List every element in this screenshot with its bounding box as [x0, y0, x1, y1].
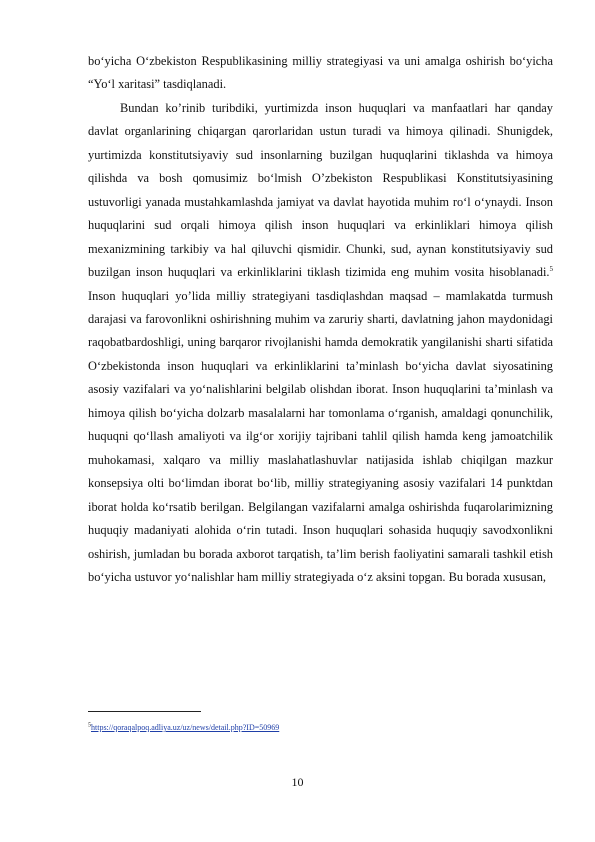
footnote-number: 5 [88, 722, 91, 729]
paragraph-2-text-b: Inson huquqlari yo’lida milliy strategiyani tasdiqlashdan maqsad – mamlakatda turmush darajasi va farovonlikni oshirishning muhim va zaruriy sharti, davlatning jahon maydonidagi raqobatbardoshligi, uning barqaror rivojlanishi hamda demokratik yangilanishi sharti sifatida O‘zbekistonda inson huquqlari va erkinliklarini ta’minlash bo‘yicha davlat siyosatining asosiy vazifalari va yo‘nalishlarini belgilab olishdan iborat. Inson huquqlarini ta’minlash va himoya qilish bo‘yicha dolzarb masalalarni har tomonlama o‘rganish, amaldagi qonunchilik, huquqni qo‘llash amaliyoti va ilg‘or xorijiy tajribani tahlil qilish hamda keng jamoatchilik muhokamasi, xalqaro va milliy maslahatlashuvlar natijasida ishlab chiqilgan mazkur konsepsiya olti bo‘limdan iborat bo‘lib, milliy strategiyaning asosiy vazifalari 14 punktdan iborat holda ko‘rsatib berilgan. Belgilangan vazifalarni amalga oshirishda fuqarolarimizning huquqiy madaniyati alohida o‘rin tutadi. Inson huquqlari sohasida huquqiy savodxonlikni oshirish, jumladan bu borada axborot tarqatish, ta’lim berish faoliyatini samarali tashkil etish bo‘yicha ustuvor yo‘nalishlar ham milliy strategiyada o‘z aksini topgan. Bu borada xususan, [88, 288, 553, 584]
paragraph-1 [88, 50, 553, 97]
footnote-reference[interactable]: 5 [549, 264, 553, 273]
document-body [88, 50, 553, 589]
paragraph-1-text: bo‘yicha O‘zbekiston Respublikasining milliy strategiyasi va uni amalga oshirish bo‘yicha “Yo‘l xaritasi” tasdiqlanadi. [88, 54, 553, 92]
paragraph-2 [88, 97, 553, 590]
footnote-divider [88, 711, 201, 712]
page-number: 10 [291, 775, 304, 789]
paragraph-2-text-a: Bundan ko’rinib turibdiki, yurtimizda inson huquqlari va manfaatlari har qanday davlat organlarining chiqargan qarorlaridan ustun turadi va himoya qilinadi. Shunigdek, yurtimizda konstitutsiyaviy sud insonlarning buzilgan huquqlarini tiklashda va himoya qilishda va bosh qomusimiz bo‘lmish O’zbekiston Respublikasi Konstitutsiyasining ustuvorligi yanada mustahkamlashda jamiyat va davlat hayotida muhim ro‘l o‘ynaydi. Inson huquqlarini sud orqali himoya qilish inson huquqlari va erkinliklari himoya qilish mexanizmining tarkibiy va hal qiluvchi qismidir. Chunki, sud, aynan konstitutsiyaviy sud buzilgan inson huquqlari va erkinliklarini tiklash tizimida eng muhim vosita hisoblanadi. [88, 100, 553, 280]
footnote [88, 722, 279, 733]
footnote-link[interactable]: https://qoraqalpoq.adliya.uz/uz/news/detail.php?ID=50969 [91, 723, 280, 732]
